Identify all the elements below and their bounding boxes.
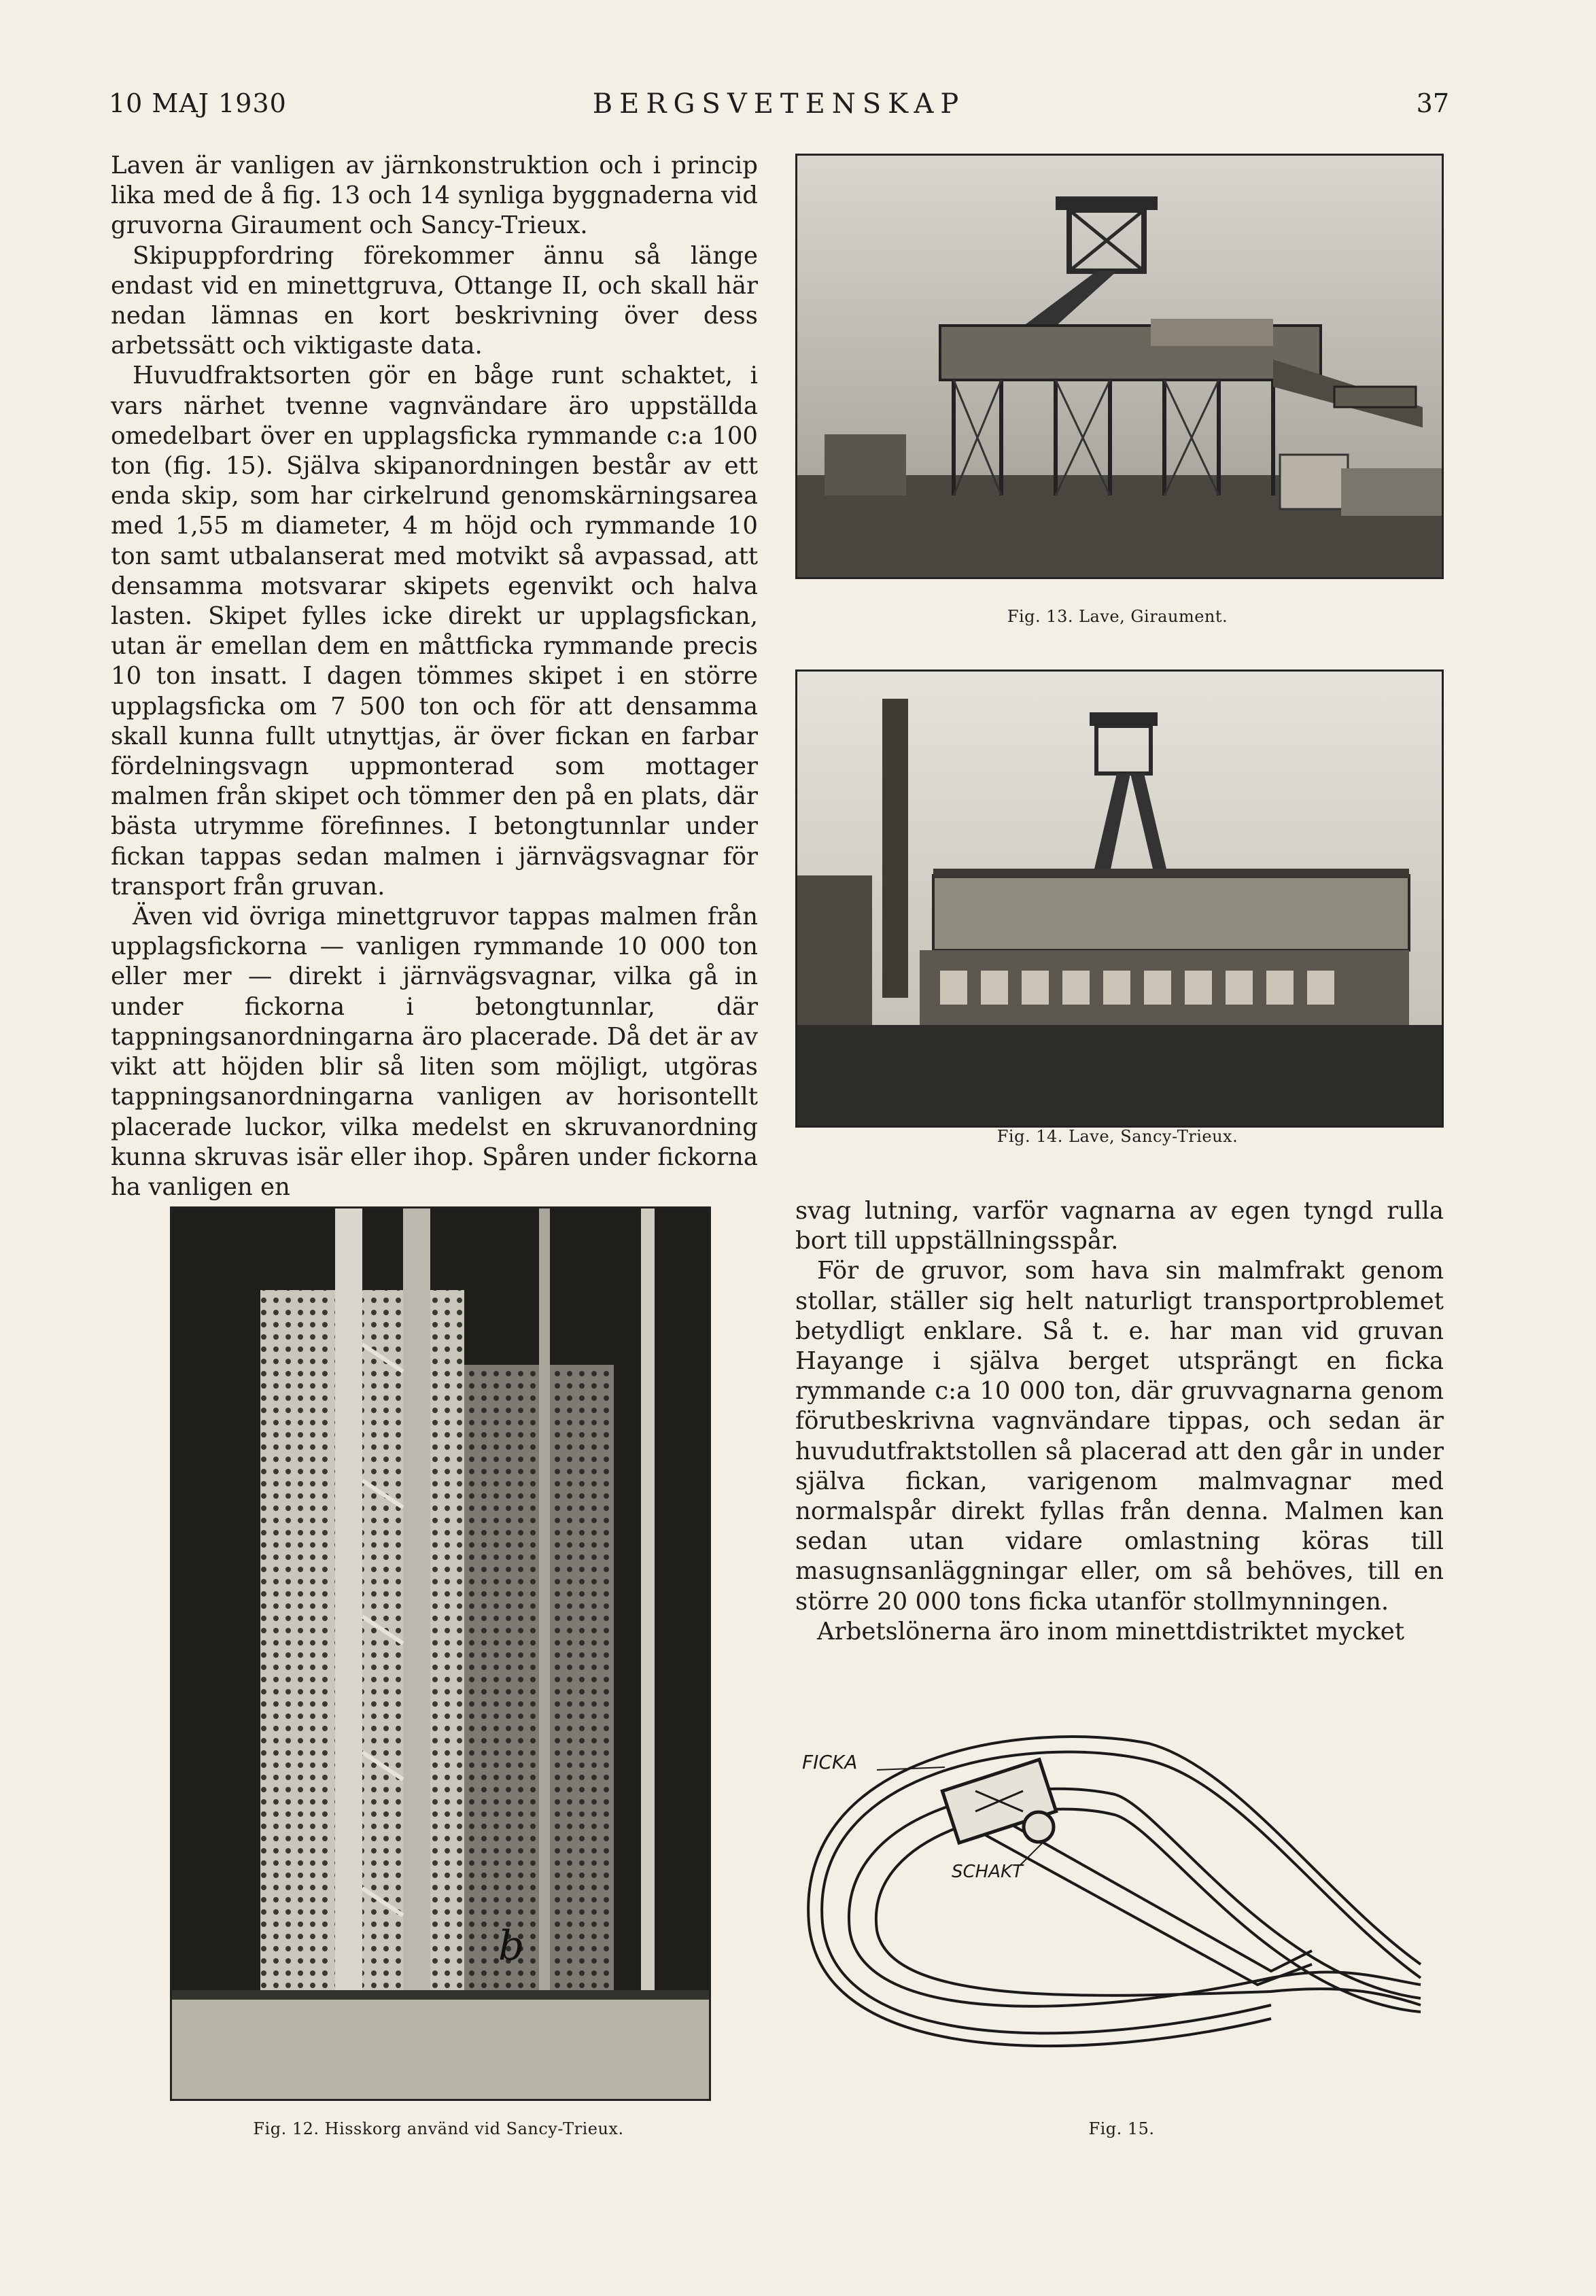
issue-date: 10 MAJ 1930 — [109, 88, 287, 118]
figure-14-caption: Fig. 14. Lave, Sancy-Trieux. — [996, 1127, 1238, 1146]
page-number: 37 — [1416, 88, 1449, 118]
figure-13-caption: Fig. 13. Lave, Giraument. — [1007, 607, 1228, 626]
journal-title: BERGSVETENSKAP — [592, 88, 966, 120]
figure-14-photo — [795, 669, 1444, 1128]
paragraph: Huvudfraktsorten gör en båge runt schaktet, i vars närhet tvenne vagnvändare äro uppställda omedelbart över en upplagsficka rymmande c:a 100 ton (fig. 15). Själva skipanordningen består av ett enda skip, som har cirkelrund genomskärningsarea med 1,55 m diameter, 4 m höjd och rymmande 10 ton samt utbalanserat med motvikt så avpassad, att densamma motsvarar skipets egenvikt och halva lasten. Skipet fylles icke direkt ur upplagsfickan, utan är emellan dem en måttficka rymmande precis 10 ton insatt. I dagen tömmes skipet i en större upplagsficka om 7 500 ton och för att densamma skall kunna fullt utnyttjas, är över fickan en farbar fördelningsvagn uppmonterad som mottager malmen från skipet och tömmer den på en plats, där bästa utrymme förefinnes. I betongtunnlar under fickan tappas sedan malmen i järnvägsvagnar för transport från gruvan. — [111, 362, 758, 901]
track-loop-diagram — [795, 1706, 1448, 2087]
right-column-text — [795, 1196, 1444, 1647]
schakt-label: SCHAKT — [952, 1862, 1023, 1882]
figure-13-photo — [795, 154, 1444, 579]
page-header — [109, 88, 1449, 136]
paragraph: Laven är vanligen av järnkonstruktion och i princip lika med de å fig. 13 och 14 synliga byggnaderna vid gruvorna Giraument och Sancy-Trieux. — [111, 152, 758, 240]
paragraph: För de gruvor, som hava sin malmfrakt genom stollar, ställer sig helt naturligt transportproblemet betydligt enklare. Så t. e. har man vid gruvan Hayange i själva berget utsprängt en ficka rymmande c:a 10 000 ton, där gruvvagnarna genom förutbeskrivna vagnvändare tippas, och sedan är huvudutfraktstollen så placerad att den går in under själva fickan, varigenom malmvagnar med normalspår direkt fyllas från denna. Malmen kan sedan utan vidare omlastning köras till masugnsanläggningar eller, om så behöves, till en större 20 000 tons ficka utanför stollmynningen. — [795, 1257, 1444, 1616]
paragraph: Skipuppfordring förekommer ännu så länge endast vid en minettgruva, Ottange II, och skall här nedan lämnas en kort beskrivning över dess arbetssätt och viktigaste data. — [111, 241, 758, 360]
figure-12-photo — [170, 1206, 711, 2101]
left-column-text — [111, 151, 758, 1202]
figure-15-diagram — [795, 1706, 1448, 2087]
figure-12-handwritten-mark: b — [498, 1922, 525, 1970]
paragraph: Arbetslönerna äro inom minettdistriktet mycket — [817, 1617, 1405, 1646]
figure-15-caption: Fig. 15. — [1088, 2119, 1155, 2138]
lave-giraument-image — [797, 156, 1442, 577]
lave-sancy-trieux-image — [797, 672, 1442, 1126]
hisskorg-image — [172, 1208, 709, 2099]
ficka-label: FICKA — [802, 1751, 858, 1773]
figure-12-caption: Fig. 12. Hisskorg använd vid Sancy-Trieux. — [253, 2119, 624, 2138]
paragraph: svag lutning, varför vagnarna av egen tyngd rulla bort till uppställningsspår. — [795, 1197, 1444, 1255]
paragraph: Även vid övriga minettgruvor tappas malmen från upplagsfickorna — vanligen rymmande 10 000 ton eller mer — direkt i järnvägsvagnar, vilka gå in under fickorna i betongtunnlar, där tappningsanordningarna äro placerade. Då det är av vikt att höjden blir så liten som möjligt, utgöras tappningsanordningarna vanligen av horisontellt placerade luckor, vilka medelst en skruvanordning kunna skruvas isär eller ihop. Spåren under fickorna ha vanligen en — [111, 903, 758, 1201]
